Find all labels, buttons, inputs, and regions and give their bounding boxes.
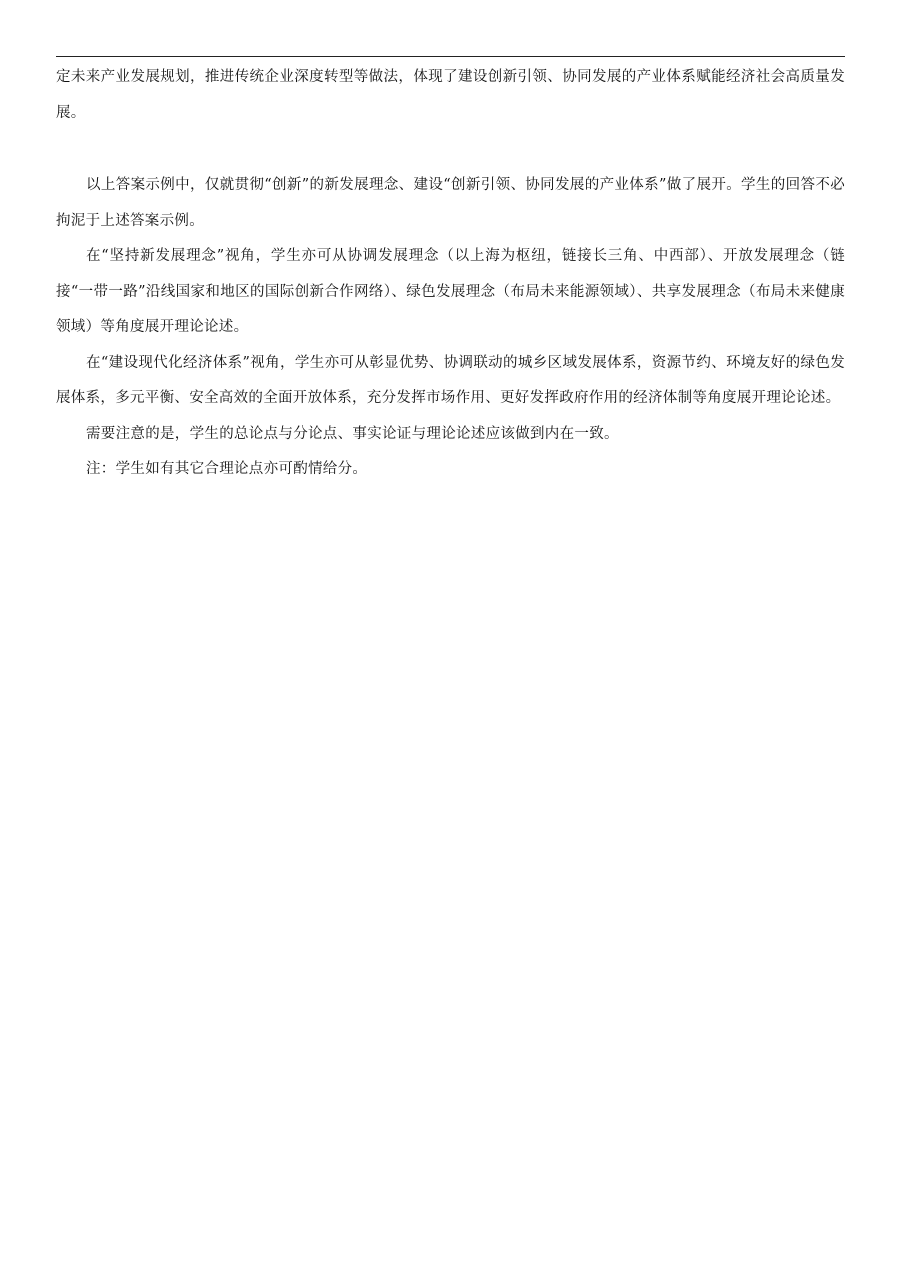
paragraph-continuation: 定未来产业发展规划，推进传统企业深度转型等做法，体现了建设创新引领、协同发展的产业体系赋能经济社会高质量发展。 [56,69,845,121]
header-rule [56,56,845,57]
paragraph-consistency-note: 需要注意的是，学生的总论点与分论点、事实论证与理论论述应该做到内在一致。 [86,425,619,442]
paragraph-modern-economic-system: 在“建设现代化经济体系”视角，学生亦可从彰显优势、协调联动的城乡区域发展体系，资源节约、环境友好的绿色发展体系，多元平衡、安全高效的全面开放体系，充分发挥市场作用、更好发挥政府作用的经济体制等角度展开理论论述。 [56,354,845,406]
paragraph-new-development-concept: 在“坚持新发展理念”视角，学生亦可从协调发展理念（以上海为枢纽，链接长三角、中西部）、开放发展理念（链接“一带一路”沿线国家和地区的国际创新合作网络）、绿色发展理念（布局未来能源领域）、共享发展理念（布局未来健康领域）等角度展开理论论述。 [56,248,845,335]
paragraph-example-note: 以上答案示例中，仅就贯彻“创新”的新发展理念、建设“创新引领、协同发展的产业体系”做了展开。学生的回答不必拘泥于上述答案示例。 [56,177,845,229]
paragraph-gap [56,131,845,168]
paragraph-scoring-note: 注：学生如有其它合理论点亦可酌情给分。 [86,461,368,477]
answer-content [56,60,845,488]
